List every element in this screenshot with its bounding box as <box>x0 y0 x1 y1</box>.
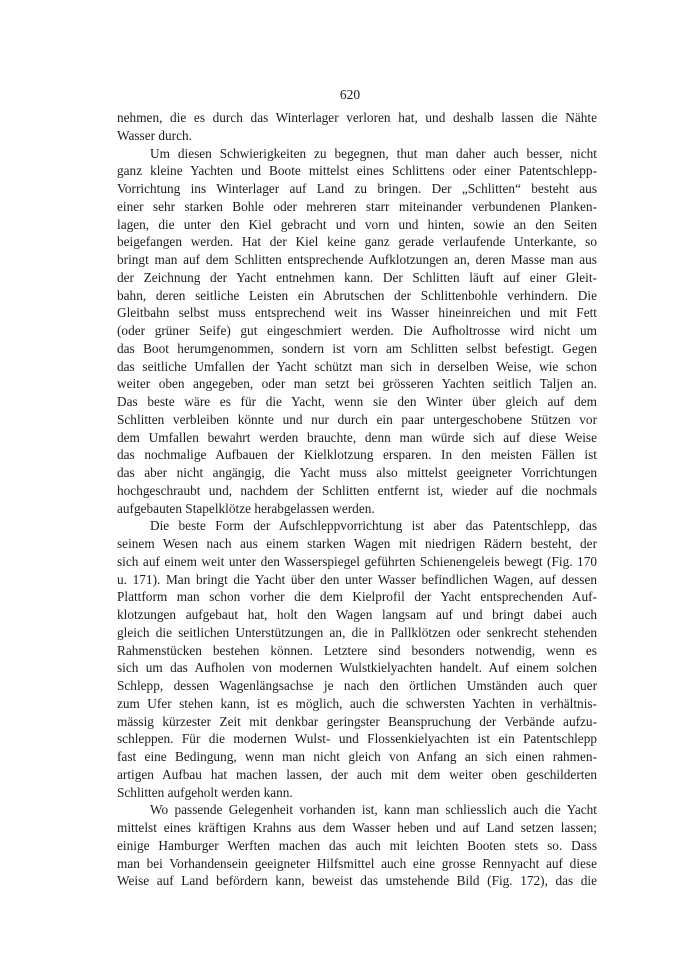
text-line: Gleitbahn selbst muss entsprechend weit ins Wasser hineinreichen und mit Fett <box>117 305 597 321</box>
text-line: Wo passende Gelegenheit vorhanden ist, kann man schliesslich auch die Yacht <box>150 802 597 818</box>
text-line: einige Hamburger Werften machen das auch mit leichten Booten stets so. Dass <box>117 837 597 853</box>
text-line: bringt man auf dem Schlitten entsprechende Aufklotzungen an, deren Masse man aus <box>117 252 597 267</box>
text-line: nehmen, die es durch das Winterlager verloren hat, und deshalb lassen die Nähte <box>117 110 597 125</box>
text-line: das seitliche Umfallen der Yacht schützt man sich in derselben Weise, wie schon <box>117 358 597 374</box>
text-line: Um diesen Schwierigkeiten zu begegnen, thut man daher auch besser, nicht <box>150 145 597 161</box>
text-line: Schlitten aufgeholt werden kann. <box>117 784 293 800</box>
paragraph <box>117 109 597 145</box>
paragraph <box>117 517 597 801</box>
text-line: Schlepp, dessen Wagenlängsachse je nach den örtlichen Umständen auch quer <box>117 678 597 693</box>
text-line: sich auf einem weit unter den Wasserspiegel geführten Schienengeleis bewegt (Fig. 170 <box>117 553 597 569</box>
text-line: Weise auf Land befördern kann, beweist das umstehende Bild (Fig. 172), das die <box>117 873 597 889</box>
text-line: Vorrichtung ins Winterlager auf Land zu bringen. Der „Schlitten“ besteht aus <box>117 181 597 196</box>
text-line: man bei Vorhandensein geeigneter Hilfsmittel auch eine grosse Rennyacht auf diese <box>117 855 597 871</box>
text-line: das nochmalige Aufbauen der Kielklotzung ersparen. In den meisten Fällen ist <box>117 447 597 463</box>
text-line: gleich die seitlichen Unterstützungen an, die in Pallklötzen oder senkrecht stehenden <box>117 624 597 640</box>
text-line: artigen Aufbau hat machen lassen, der auch mit dem weiter oben geschilderten <box>117 766 597 782</box>
text-line: einer sehr starken Bohle oder mehreren starr miteinander verbundenen Planken- <box>117 198 597 214</box>
text-line: beigefangen werden. Hat der Kiel keine ganz gerade verlaufende Unterkante, so <box>117 234 597 250</box>
text-line: zum Ufer stehen kann, ist es möglich, auch die schwersten Yachten in verhältnis- <box>117 695 597 711</box>
text-line: lagen, die unter den Kiel gebracht und vorn und hinten, sowie an den Seiten <box>117 216 597 232</box>
paragraph <box>117 801 597 890</box>
text-line: (oder grüner Seife) gut eingeschmiert werden. Die Aufholtrosse wird nicht um <box>117 323 597 338</box>
text-line: bahn, deren seitliche Leisten ein Abrutschen der Schlittenbohle verhindern. Die <box>117 287 597 303</box>
text-line: Das beste wäre es für die Yacht, wenn sie den Winter über gleich auf dem <box>117 394 597 409</box>
text-line: der Zeichnung der Yacht entnehmen kann. Der Schlitten läuft auf einer Gleit- <box>117 269 597 285</box>
page-number: 620 <box>339 87 361 102</box>
text-line: das Boot herumgenommen, sondern ist vorn am Schlitten selbst befestigt. Gegen <box>117 340 597 356</box>
text-line: sich um das Aufholen von modernen Wulstkielyachten handelt. Auf einem solchen <box>117 660 597 676</box>
text-line: mittelst eines kräftigen Krahns aus dem Wasser heben und auf Land setzen lassen; <box>117 820 597 835</box>
text-line: ganz kleine Yachten und Boote mittelst eines Schlittens oder einer Patentschlepp- <box>117 163 597 179</box>
text-line: dem Umfallen bewahrt werden brauchte, denn man würde sich auf diese Weise <box>117 429 597 445</box>
body-text <box>117 109 597 890</box>
text-line: schleppen. Für die modernen Wulst- und Flossenkielyachten ist ein Patentschlepp <box>117 731 597 747</box>
text-line: das aber nicht angängig, die Yacht muss also mittelst geeigneter Vorrichtungen <box>117 465 597 480</box>
text-line: Plattform man schon vorher die dem Kielprofil der Yacht entsprechenden Auf- <box>117 589 597 605</box>
text-line: weiter oben angegeben, oder man setzt bei grösseren Yachten seitlich Taljen an. <box>117 376 597 392</box>
text-line: seinem Wesen nach aus einem starken Wagen mit niedrigen Rädern besteht, der <box>117 536 597 551</box>
text-line: klotzungen aufgebaut hat, holt den Wagen langsam auf und bringt dabei auch <box>117 607 597 622</box>
text-line: hochgeschraubt und, nachdem der Schlitten entfernt ist, wieder auf die nochmals <box>117 482 597 498</box>
text-line: mässig kürzester Zeit mit denkbar geringster Beanspruchung der Verbände aufzu- <box>117 713 597 729</box>
text-line: Rahmenstücken bestehen können. Letztere sind besonders notwendig, wenn es <box>117 642 597 658</box>
text-line: fast eine Bedingung, wenn man nicht gleich von Anfang an sich einen rahmen- <box>117 749 597 764</box>
text-line: Die beste Form der Aufschleppvorrichtung ist aber das Patentschlepp, das <box>150 518 597 534</box>
text-line: Schlitten verbleiben könnte und nur durch ein paar untergeschobene Stützen vor <box>117 411 597 427</box>
text-line: aufgebauten Stapelklötze herabgelassen werden. <box>117 500 375 516</box>
text-line: Wasser durch. <box>117 127 192 143</box>
text-line: u. 171). Man bringt die Yacht über den unter Wasser befindlichen Wagen, auf dessen <box>117 571 597 587</box>
paragraph <box>117 145 597 518</box>
